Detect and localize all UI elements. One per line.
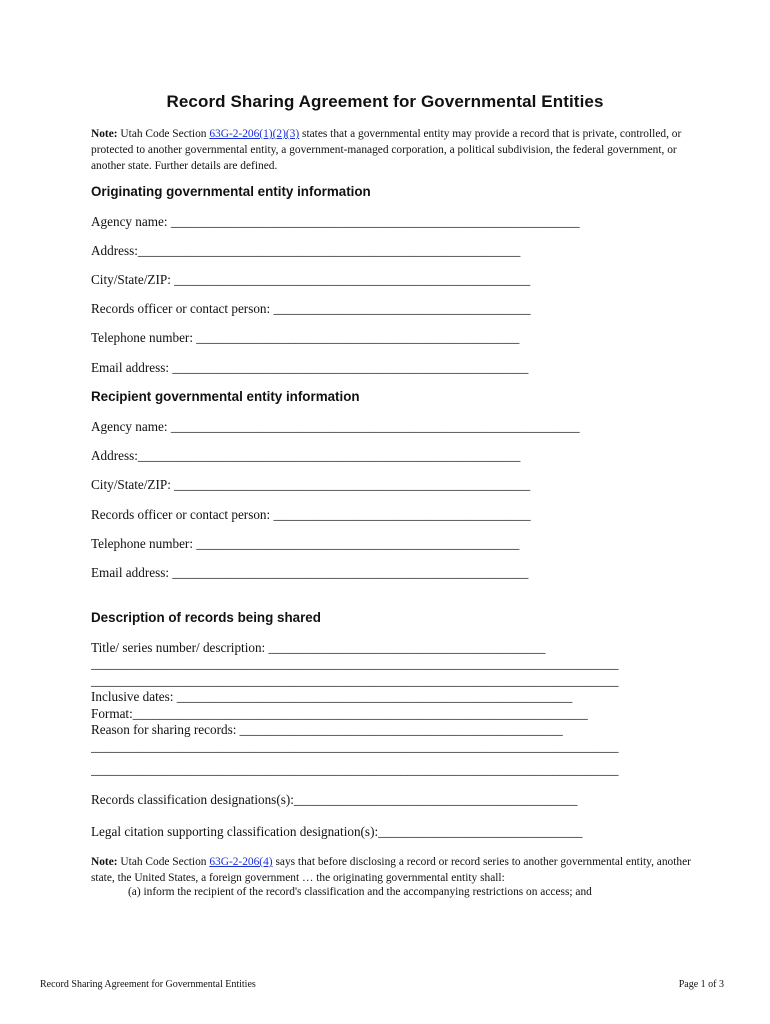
footer-title: Record Sharing Agreement for Governmental Entities xyxy=(40,979,256,990)
recipient-city-field[interactable]: City/State/ZIP: ______________________________________________________ xyxy=(91,477,531,492)
originating-email-field[interactable]: Email address: ______________________________________________________ xyxy=(91,360,529,375)
legal-citation-field[interactable]: Legal citation supporting classification designation(s):_______________________________ xyxy=(91,824,583,839)
originating-officer-field[interactable]: Records officer or contact person: _______________________________________ xyxy=(91,301,531,316)
recipient-phone-field[interactable]: Telephone number: _________________________________________________ xyxy=(91,536,520,551)
inclusive-dates-field[interactable]: Inclusive dates: ____________________________________________________________ xyxy=(91,689,573,704)
note-text-post: states that a governmental entity may provide a record that is private, controlled, or protected to another governmental entity, a government-managed corporation, a political subdivision, the federal government, or another state. Further details are defined. xyxy=(91,128,682,173)
originating-phone-field[interactable]: Telephone number: _________________________________________________ xyxy=(91,330,520,345)
reason-blank-line[interactable]: ________________________________________________________________________________ xyxy=(91,739,619,754)
note-label: Note: xyxy=(91,128,118,140)
code-section-link[interactable]: 63G-2-206(1)(2)(3) xyxy=(209,128,300,140)
reason-field[interactable]: Reason for sharing records: _________________________________________________ xyxy=(91,722,563,737)
recipient-agency-field[interactable]: Agency name: ______________________________________________________________ xyxy=(91,419,580,434)
note-text-post: says that before disclosing a record or record series to another governmental entity, another state, the United States, a foreign government … the originating governmental entity shall: xyxy=(91,856,691,885)
title-series-field[interactable]: Title/ series number/ description: __________________________________________ xyxy=(91,640,546,655)
originating-heading: Originating governmental entity information xyxy=(91,184,371,199)
originating-city-field[interactable]: City/State/ZIP: ______________________________________________________ xyxy=(91,272,531,287)
format-field[interactable]: Format:_____________________________________________________________________ xyxy=(91,706,588,721)
recipient-address-field[interactable]: Address:__________________________________________________________ xyxy=(91,448,521,463)
note-intro xyxy=(91,126,691,175)
originating-agency-field[interactable]: Agency name: ______________________________________________________________ xyxy=(91,214,580,229)
recipient-officer-field[interactable]: Records officer or contact person: _______________________________________ xyxy=(91,507,531,522)
note-label: Note: xyxy=(91,856,118,868)
recipient-email-field[interactable]: Email address: ______________________________________________________ xyxy=(91,565,529,580)
description-blank-line[interactable]: ________________________________________________________________________________ xyxy=(91,656,619,671)
classification-field[interactable]: Records classification designations(s):___________________________________________ xyxy=(91,792,578,807)
page-title: Record Sharing Agreement for Governmental Entities xyxy=(166,92,604,111)
code-section-link[interactable]: 63G-2-206(4) xyxy=(209,856,273,868)
recipient-heading: Recipient governmental entity information xyxy=(91,389,360,404)
description-heading: Description of records being shared xyxy=(91,610,321,625)
note-disclosure xyxy=(91,854,691,886)
description-blank-line[interactable]: ________________________________________________________________________________ xyxy=(91,673,619,688)
reason-blank-line[interactable]: ________________________________________________________________________________ xyxy=(91,762,619,777)
originating-address-field[interactable]: Address:__________________________________________________________ xyxy=(91,243,521,258)
note-text-pre: Utah Code Section xyxy=(117,128,210,140)
page-number: Page 1 of 3 xyxy=(678,979,724,990)
note-item-a: (a) inform the recipient of the record's classification and the accompanying restrictions on access; and xyxy=(128,886,592,898)
note-text-pre: Utah Code Section xyxy=(117,856,210,868)
